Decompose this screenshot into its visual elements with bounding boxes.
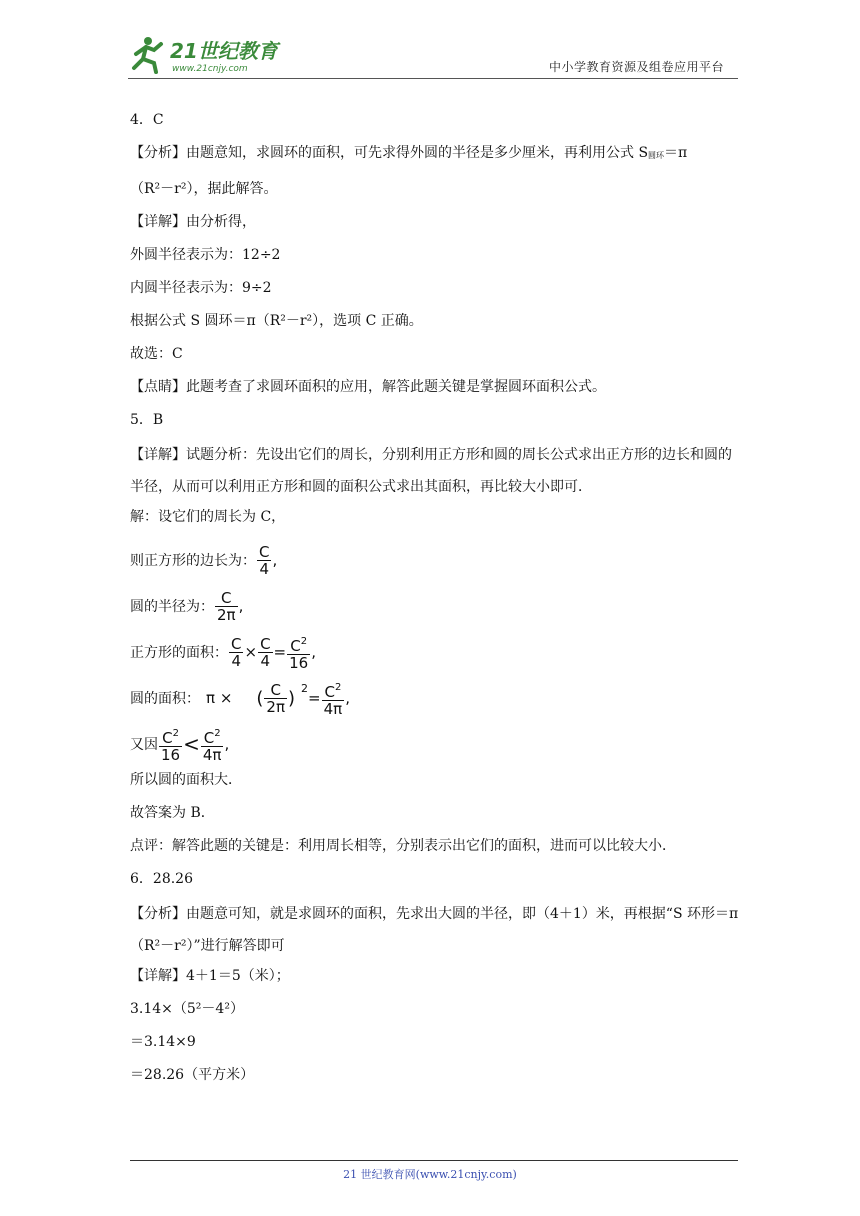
fraction: $\frac{C}{4}$ <box>231 634 242 670</box>
q6-step1: 3.14×（5²－4²） <box>130 1001 244 1017</box>
q5-side-label: 则正方形的边长为： <box>130 553 256 569</box>
q5-detail: 【详解】试题分析：先设出它们的周长，分别利用正方形和圆的周长公式求出正方形的边长和圆的半径，从而可以利用正方形和圆的面积公式求出其面积，再比较大小即可． <box>130 447 732 495</box>
page-header <box>128 32 738 79</box>
q4-analysis <box>130 143 740 166</box>
q5-square-area-label: 正方形的面积： <box>130 645 228 661</box>
q4-choice: 故选：C <box>130 346 183 362</box>
logo <box>128 32 298 76</box>
fraction-c-over-2pi: $\frac{C}{2\pi}$ <box>217 588 236 624</box>
q6-analysis: 【分析】由题意可知，就是求圆环的面积，先求出大圆的半径，即（4＋1）米，再根据“S 环形＝π（R²－r²）”进行解答即可 <box>130 906 739 954</box>
q5-compare-label: 又因 <box>130 737 158 753</box>
platform-name: 中小学教育资源及组卷应用平台 <box>548 60 724 74</box>
fraction: $\frac{C^2}{4\pi}$ <box>202 727 222 764</box>
q6-detail: 【详解】4＋1＝5（米）； <box>130 968 290 984</box>
footer-divider <box>130 1160 738 1161</box>
q5-compare: 又因 $\frac{C^2}{16}$ < $\frac{C^2}{4\pi}$ , <box>130 727 230 764</box>
q4-analysis-sub: 圆环 <box>648 151 665 160</box>
q5-side: 则正方形的边长为： $\frac{C}{4}$ , <box>130 542 278 578</box>
q6-step2: ＝3.14×9 <box>130 1034 196 1050</box>
q5-radius-label: 圆的半径为： <box>130 599 214 615</box>
q5-square-area: 正方形的面积： $\frac{C}{4}$ × $\frac{C}{4}$ = $\frac{C^2}{16}$ , <box>130 634 316 672</box>
answer-content <box>130 110 740 1098</box>
q4-formula: 根据公式 S 圆环＝π（R²－r²），选项 C 正确。 <box>130 313 423 329</box>
q4-comment: 【点睛】此题考查了求圆环面积的应用，解答此题关键是掌握圆环面积公式。 <box>130 379 606 395</box>
q5-comment: 点评：解答此题的关键是：利用周长相等，分别表示出它们的面积，进而可以比较大小． <box>130 838 676 854</box>
fraction-c-over-4: $\frac{C}{4}$ <box>259 542 270 578</box>
fraction: $\frac{C^2}{16}$ <box>289 635 309 672</box>
q4-outer: 外圆半径表示为：12÷2 <box>130 247 281 263</box>
q6-title: 6．28.26 <box>130 871 193 887</box>
q5-title: 5．B <box>130 412 164 428</box>
footer-text: 21 世纪教育网(www.21cnjy.com) <box>343 1168 517 1181</box>
fraction: $\frac{C}{4}$ <box>260 634 271 670</box>
q4-analysis-text: 【分析】由题意知，求圆环的面积，可先求得外圆的半径是多少厘米，再利用公式 S <box>130 145 649 161</box>
q5-conclusion: 所以圆的面积大． <box>130 772 242 788</box>
q5-circle-area: 圆的面积： π × ( $\frac{C}{2\pi}$ ) 2 = $\frac{C^2}{4\pi}$ , <box>130 680 350 718</box>
q5-solve: 解：设它们的周长为 C， <box>130 509 286 525</box>
q5-circle-area-label: 圆的面积： <box>130 691 200 707</box>
runner-icon <box>134 37 161 72</box>
q5-radius: 圆的半径为： $\frac{C}{2\pi}$ , <box>130 588 244 624</box>
q4-analysis-pi: ＝π <box>664 145 688 161</box>
q4-analysis-cont: （R²－r²），据此解答。 <box>130 181 278 197</box>
q4-title: 4．C <box>130 112 164 128</box>
logo-text: 21世纪教育 <box>170 39 278 63</box>
q6-step3: ＝28.26（平方米） <box>130 1067 255 1083</box>
q5-answer: 故答案为 B． <box>130 805 215 821</box>
fraction: $\frac{C}{2\pi}$ <box>266 680 285 716</box>
fraction: $\frac{C^2}{16}$ <box>161 727 181 764</box>
logo-url: www.21cnjy.com <box>172 64 248 74</box>
q4-inner: 内圆半径表示为：9÷2 <box>130 280 272 296</box>
fraction: $\frac{C^2}{4\pi}$ <box>323 681 343 718</box>
q4-detail: 【详解】由分析得， <box>130 214 256 230</box>
